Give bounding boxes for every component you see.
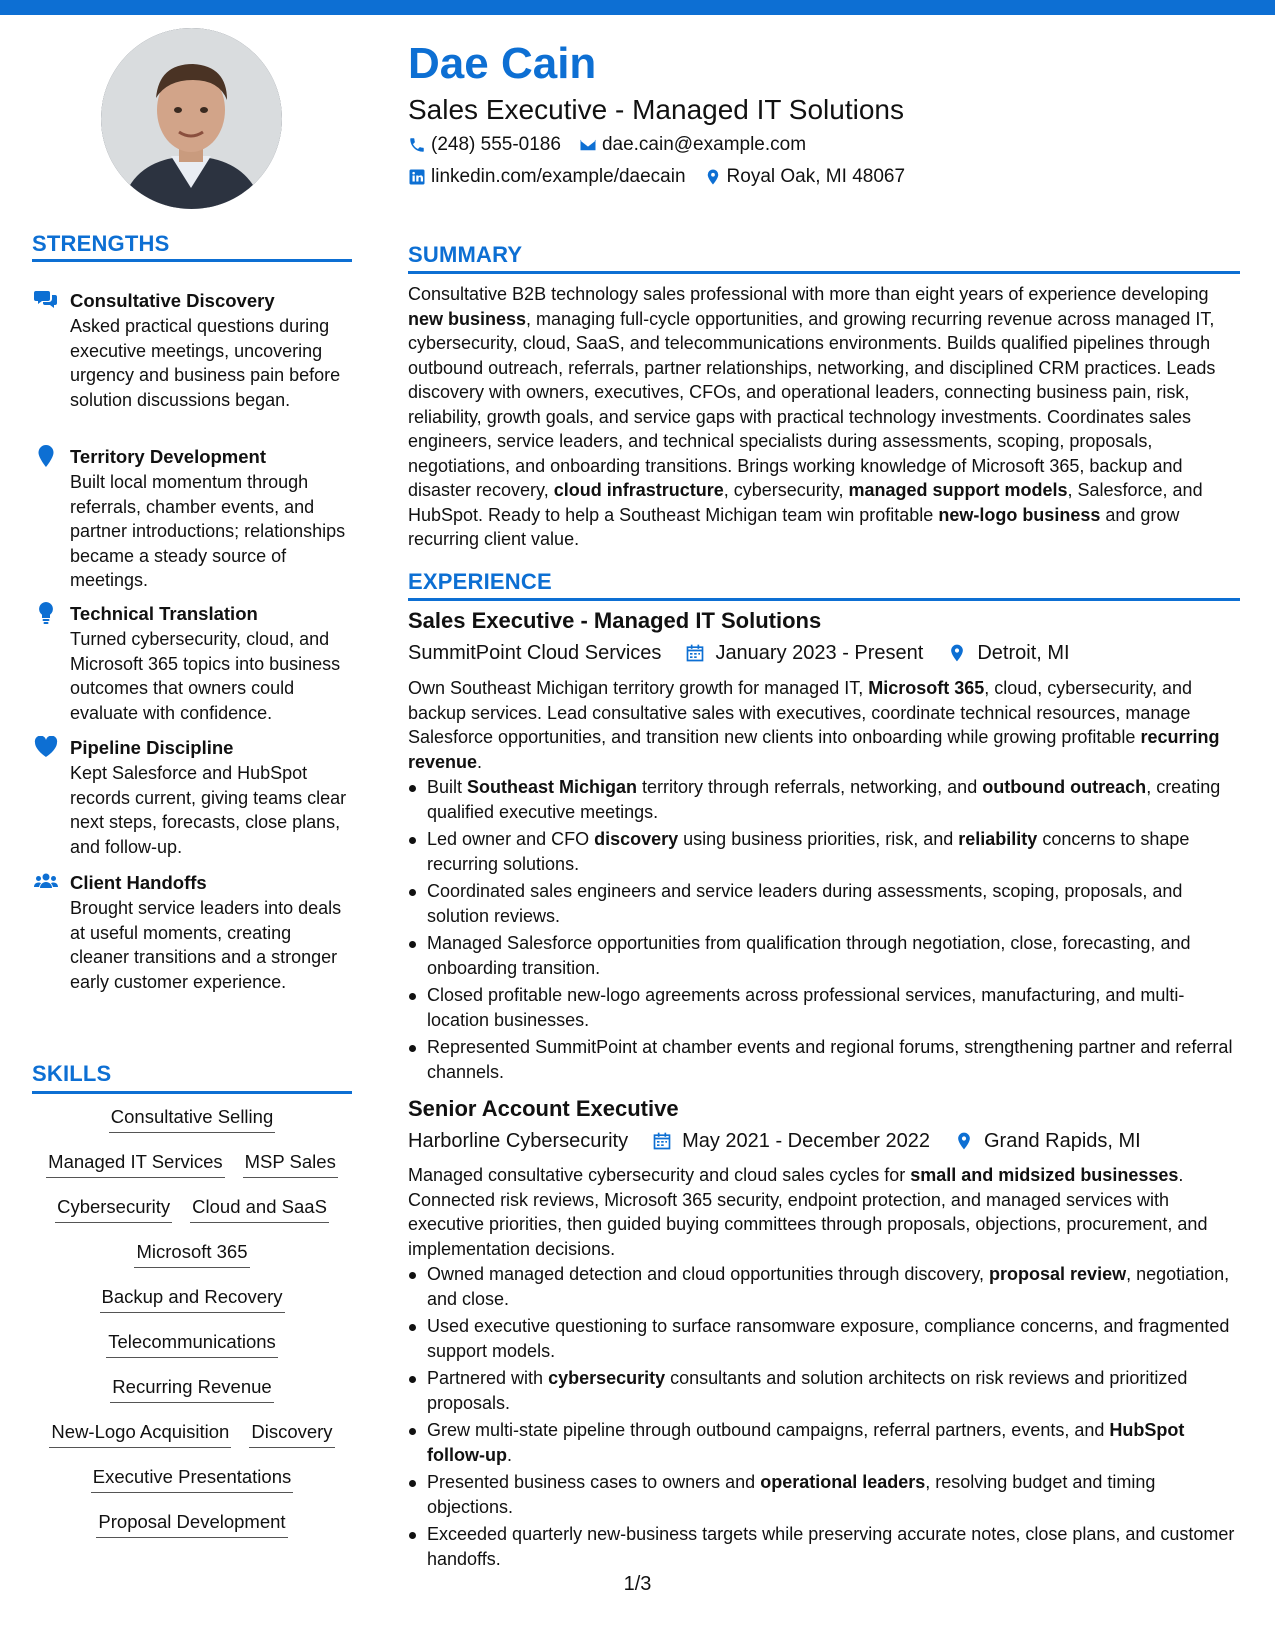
contact-row-1 xyxy=(408,134,806,156)
contact-row-2 xyxy=(408,166,905,188)
bullet-item xyxy=(408,931,1240,980)
job-company: Harborline Cybersecurity xyxy=(408,1130,629,1152)
skill-tag: Cybersecurity xyxy=(55,1195,172,1223)
strength-desc: Kept Salesforce and HubSpot records current, giving teams clear next steps, forecasts, close plans, and follow-up. xyxy=(70,763,347,857)
strength-desc: Turned cybersecurity, cloud, and Microsoft 365 topics into business outcomes that owners could evaluate with confidence. xyxy=(70,629,341,723)
profile-photo xyxy=(101,28,282,209)
skill-tag: Microsoft 365 xyxy=(134,1240,249,1268)
map-pin-icon xyxy=(704,168,722,186)
job-dates: May 2021 - December 2022 xyxy=(682,1130,930,1152)
candidate-name: Dae Cain xyxy=(408,39,597,88)
strength-desc: Built local momentum through referrals, chamber events, and partner introductions; relationships became a steady source of meetings. xyxy=(70,472,346,590)
bold-text: outbound outreach xyxy=(982,777,1147,797)
map-pin-icon xyxy=(34,445,58,467)
users-icon xyxy=(34,871,58,893)
text-run: Presented business cases to owners and xyxy=(427,1472,761,1492)
heart-icon xyxy=(34,736,58,758)
phone-text: (248) 555-0186 xyxy=(431,134,561,155)
strength-title: Technical Translation xyxy=(70,603,258,624)
summary-rule xyxy=(408,271,1240,274)
summary-heading: SUMMARY xyxy=(408,242,523,267)
strength-title: Client Handoffs xyxy=(70,872,207,893)
bold-text: discovery xyxy=(594,829,679,849)
bullet-item xyxy=(408,1262,1240,1311)
skill-tag: MSP Sales xyxy=(243,1150,338,1178)
lightbulb-icon xyxy=(34,602,58,624)
linkedin-contact[interactable] xyxy=(408,166,686,188)
skill-tag: Backup and Recovery xyxy=(100,1285,285,1313)
bold-text: HubSpot follow-up xyxy=(427,1420,1185,1465)
bold-text: Microsoft 365 xyxy=(868,678,985,698)
skill-row xyxy=(32,1105,352,1150)
text-run: Built xyxy=(427,777,468,797)
email-text: dae.cain@example.com xyxy=(601,134,807,155)
page-number: 1/3 xyxy=(623,1573,652,1595)
map-pin-icon xyxy=(954,1131,974,1151)
phone-contact[interactable] xyxy=(408,134,561,156)
text-run: Exceeded quarterly new-business targets while preserving accurate notes, close plans, and customer handoffs. xyxy=(427,1524,1235,1569)
job-intro xyxy=(408,676,1240,774)
text-run: Own Southeast Michigan territory growth for managed IT, xyxy=(408,678,869,698)
bold-text: cybersecurity xyxy=(548,1368,666,1388)
bullet-item xyxy=(408,1470,1240,1519)
chat-bubbles-icon xyxy=(34,289,58,311)
bullet-item xyxy=(408,1418,1240,1467)
text-run: Represented SummitPoint at chamber events and regional forums, strengthening partner and referral channels. xyxy=(427,1037,1233,1082)
candidate-role: Sales Executive - Managed IT Solutions xyxy=(408,94,904,125)
strength-desc: Asked practical questions during executive meetings, uncovering urgency and business pain before solution discussions began. xyxy=(70,316,341,410)
bold-text: new-logo business xyxy=(938,504,1101,525)
skill-row xyxy=(32,1375,352,1420)
job-bullets xyxy=(408,1262,1240,1574)
location-contact xyxy=(704,166,905,188)
text-run: , negotiation, and close. xyxy=(427,1264,1230,1309)
strength-item xyxy=(32,445,352,590)
text-run: , cloud, cybersecurity, and backup services. Lead consultative sales with executives, coordinate technical resources, manage Salesforce opportunities, and transition new clients into onboarding while growing profitable xyxy=(408,678,1193,747)
bullet-item xyxy=(408,775,1240,824)
strength-desc: Brought service leaders into deals at useful moments, creating cleaner transitions and a stronger early customer experience. xyxy=(70,898,342,992)
text-run: . xyxy=(506,1444,512,1465)
job-intro xyxy=(408,1163,1240,1261)
text-run: . xyxy=(477,751,483,772)
text-run: consultants and solution architects on risk reviews and prioritized proposals. xyxy=(427,1368,1188,1413)
skill-tag: New-Logo Acquisition xyxy=(49,1420,231,1448)
job-bullets xyxy=(408,775,1240,1087)
strength-title: Pipeline Discipline xyxy=(70,737,234,758)
job-location: Grand Rapids, MI xyxy=(984,1130,1141,1152)
bold-text: Southeast Michigan xyxy=(467,777,638,797)
text-run: Coordinated sales engineers and service leaders during assessments, scoping, proposals, and solution reviews. xyxy=(427,881,1183,926)
job-meta xyxy=(408,643,1070,663)
text-run: concerns to shape recurring solutions. xyxy=(427,829,1190,874)
skills-list xyxy=(32,1105,352,1555)
email-contact[interactable] xyxy=(579,134,806,156)
envelope-icon xyxy=(579,136,597,154)
text-run: Partnered with xyxy=(427,1368,549,1388)
bullet-item xyxy=(408,1035,1240,1084)
bullet-item xyxy=(408,1522,1240,1571)
text-run: Led owner and CFO xyxy=(427,829,595,849)
text-run: Used executive questioning to surface ransomware exposure, compliance concerns, and fragmented support models. xyxy=(427,1316,1230,1361)
text-run: , Salesforce, and HubSpot. Ready to help a Southeast Michigan team win profitable xyxy=(408,480,1203,525)
bullet-item xyxy=(408,1314,1240,1363)
bold-text: recurring revenue xyxy=(408,727,1220,772)
bold-text: reliability xyxy=(958,829,1038,849)
job-company: SummitPoint Cloud Services xyxy=(408,642,662,664)
experience-heading: EXPERIENCE xyxy=(408,569,552,594)
bullet-item xyxy=(408,1366,1240,1415)
skill-tag: Managed IT Services xyxy=(46,1150,224,1178)
bold-text: new business xyxy=(408,308,527,329)
text-run: using business priorities, risk, and xyxy=(678,829,959,849)
calendar-icon xyxy=(652,1131,672,1151)
strengths-rule xyxy=(32,259,352,262)
linkedin-text: linkedin.com/example/daecain xyxy=(431,166,686,187)
location-text: Royal Oak, MI 48067 xyxy=(726,166,906,187)
job-title: Senior Account Executive xyxy=(408,1096,679,1121)
job-location: Detroit, MI xyxy=(977,642,1070,664)
text-run: Closed profitable new-logo agreements across professional services, manufacturing, and multi-location businesses. xyxy=(427,985,1185,1030)
text-run: . Connected risk reviews, Microsoft 365 security, endpoint protection, and managed services with executive priorities, then guided buying committees through proposals, objections, procurement, and implementation decisions. xyxy=(408,1165,1208,1259)
text-run: Managed consultative cybersecurity and cloud sales cycles for xyxy=(408,1165,911,1185)
skill-row xyxy=(32,1150,352,1195)
text-run: , managing full-cycle opportunities, and growing recurring revenue across managed IT, cybersecurity, cloud, SaaS, and telecommunications environments. Builds qualified pipelines through outbound outreach, referrals, partner relationships, networking, and disciplined CRM practices. Leads discovery with owners, executives, CFOs, and operational leaders, connecting business pain, risk, reliability, growth goals, and service gaps with practical technology investments. Coordinates sales engineers, service leaders, and technical specialists during assessments, scoping, proposals, negotiations, and onboarding transitions. Brings working knowledge of Microsoft 365, backup and disaster recovery, xyxy=(408,308,1216,500)
linkedin-icon xyxy=(408,168,426,186)
bold-text: operational leaders xyxy=(760,1472,926,1492)
map-pin-icon xyxy=(947,643,967,663)
text-run: and grow recurring client value. xyxy=(408,504,1180,549)
strength-item xyxy=(32,736,352,857)
skill-row xyxy=(32,1285,352,1330)
strengths-heading: STRENGTHS xyxy=(32,231,170,256)
skill-row xyxy=(32,1330,352,1375)
top-accent-bar xyxy=(0,0,1275,15)
skill-row xyxy=(32,1465,352,1510)
skill-tag: Consultative Selling xyxy=(109,1105,275,1133)
summary-text xyxy=(408,282,1240,552)
skill-tag: Executive Presentations xyxy=(91,1465,293,1493)
job-title: Sales Executive - Managed IT Solutions xyxy=(408,608,822,633)
bullet-item xyxy=(408,879,1240,928)
skills-rule xyxy=(32,1091,352,1094)
bold-text: cloud infrastructure xyxy=(553,480,724,500)
text-run: territory through referrals, networking, and xyxy=(637,777,983,797)
strength-item xyxy=(32,602,352,723)
text-run: Managed Salesforce opportunities from qualification through negotiation, close, forecasting, and onboarding transition. xyxy=(427,933,1191,978)
skills-heading: SKILLS xyxy=(32,1061,112,1086)
skill-tag: Discovery xyxy=(249,1420,334,1448)
text-run: , cybersecurity, xyxy=(723,480,849,500)
bold-text: managed support models xyxy=(848,480,1068,500)
skill-row xyxy=(32,1510,352,1555)
phone-icon xyxy=(408,136,426,154)
skill-tag: Recurring Revenue xyxy=(110,1375,273,1403)
bold-text: proposal review xyxy=(989,1264,1127,1284)
strength-title: Territory Development xyxy=(70,446,267,467)
bold-text: small and midsized businesses xyxy=(910,1165,1179,1185)
strength-item xyxy=(32,871,352,1006)
strength-title: Consultative Discovery xyxy=(70,290,275,311)
skill-tag: Cloud and SaaS xyxy=(190,1195,329,1223)
calendar-icon xyxy=(685,643,705,663)
skill-row xyxy=(32,1240,352,1285)
text-run: , resolving budget and timing objections. xyxy=(427,1472,1156,1517)
text-run: Grew multi-state pipeline through outbound campaigns, referral partners, events, and xyxy=(427,1420,1110,1440)
text-run: , creating qualified executive meetings. xyxy=(427,777,1221,822)
job-meta xyxy=(408,1131,1141,1151)
text-run: Owned managed detection and cloud opportunities through discovery, xyxy=(427,1264,990,1284)
experience-rule xyxy=(408,598,1240,601)
skill-tag: Telecommunications xyxy=(106,1330,278,1358)
skill-tag: Proposal Development xyxy=(96,1510,287,1538)
skill-row xyxy=(32,1195,352,1240)
bullet-item xyxy=(408,827,1240,876)
skill-row xyxy=(32,1420,352,1465)
text-run: Consultative B2B technology sales professional with more than eight years of experience developing xyxy=(408,284,1209,304)
job-dates: January 2023 - Present xyxy=(715,642,924,664)
strength-item xyxy=(32,289,352,424)
bullet-item xyxy=(408,983,1240,1032)
